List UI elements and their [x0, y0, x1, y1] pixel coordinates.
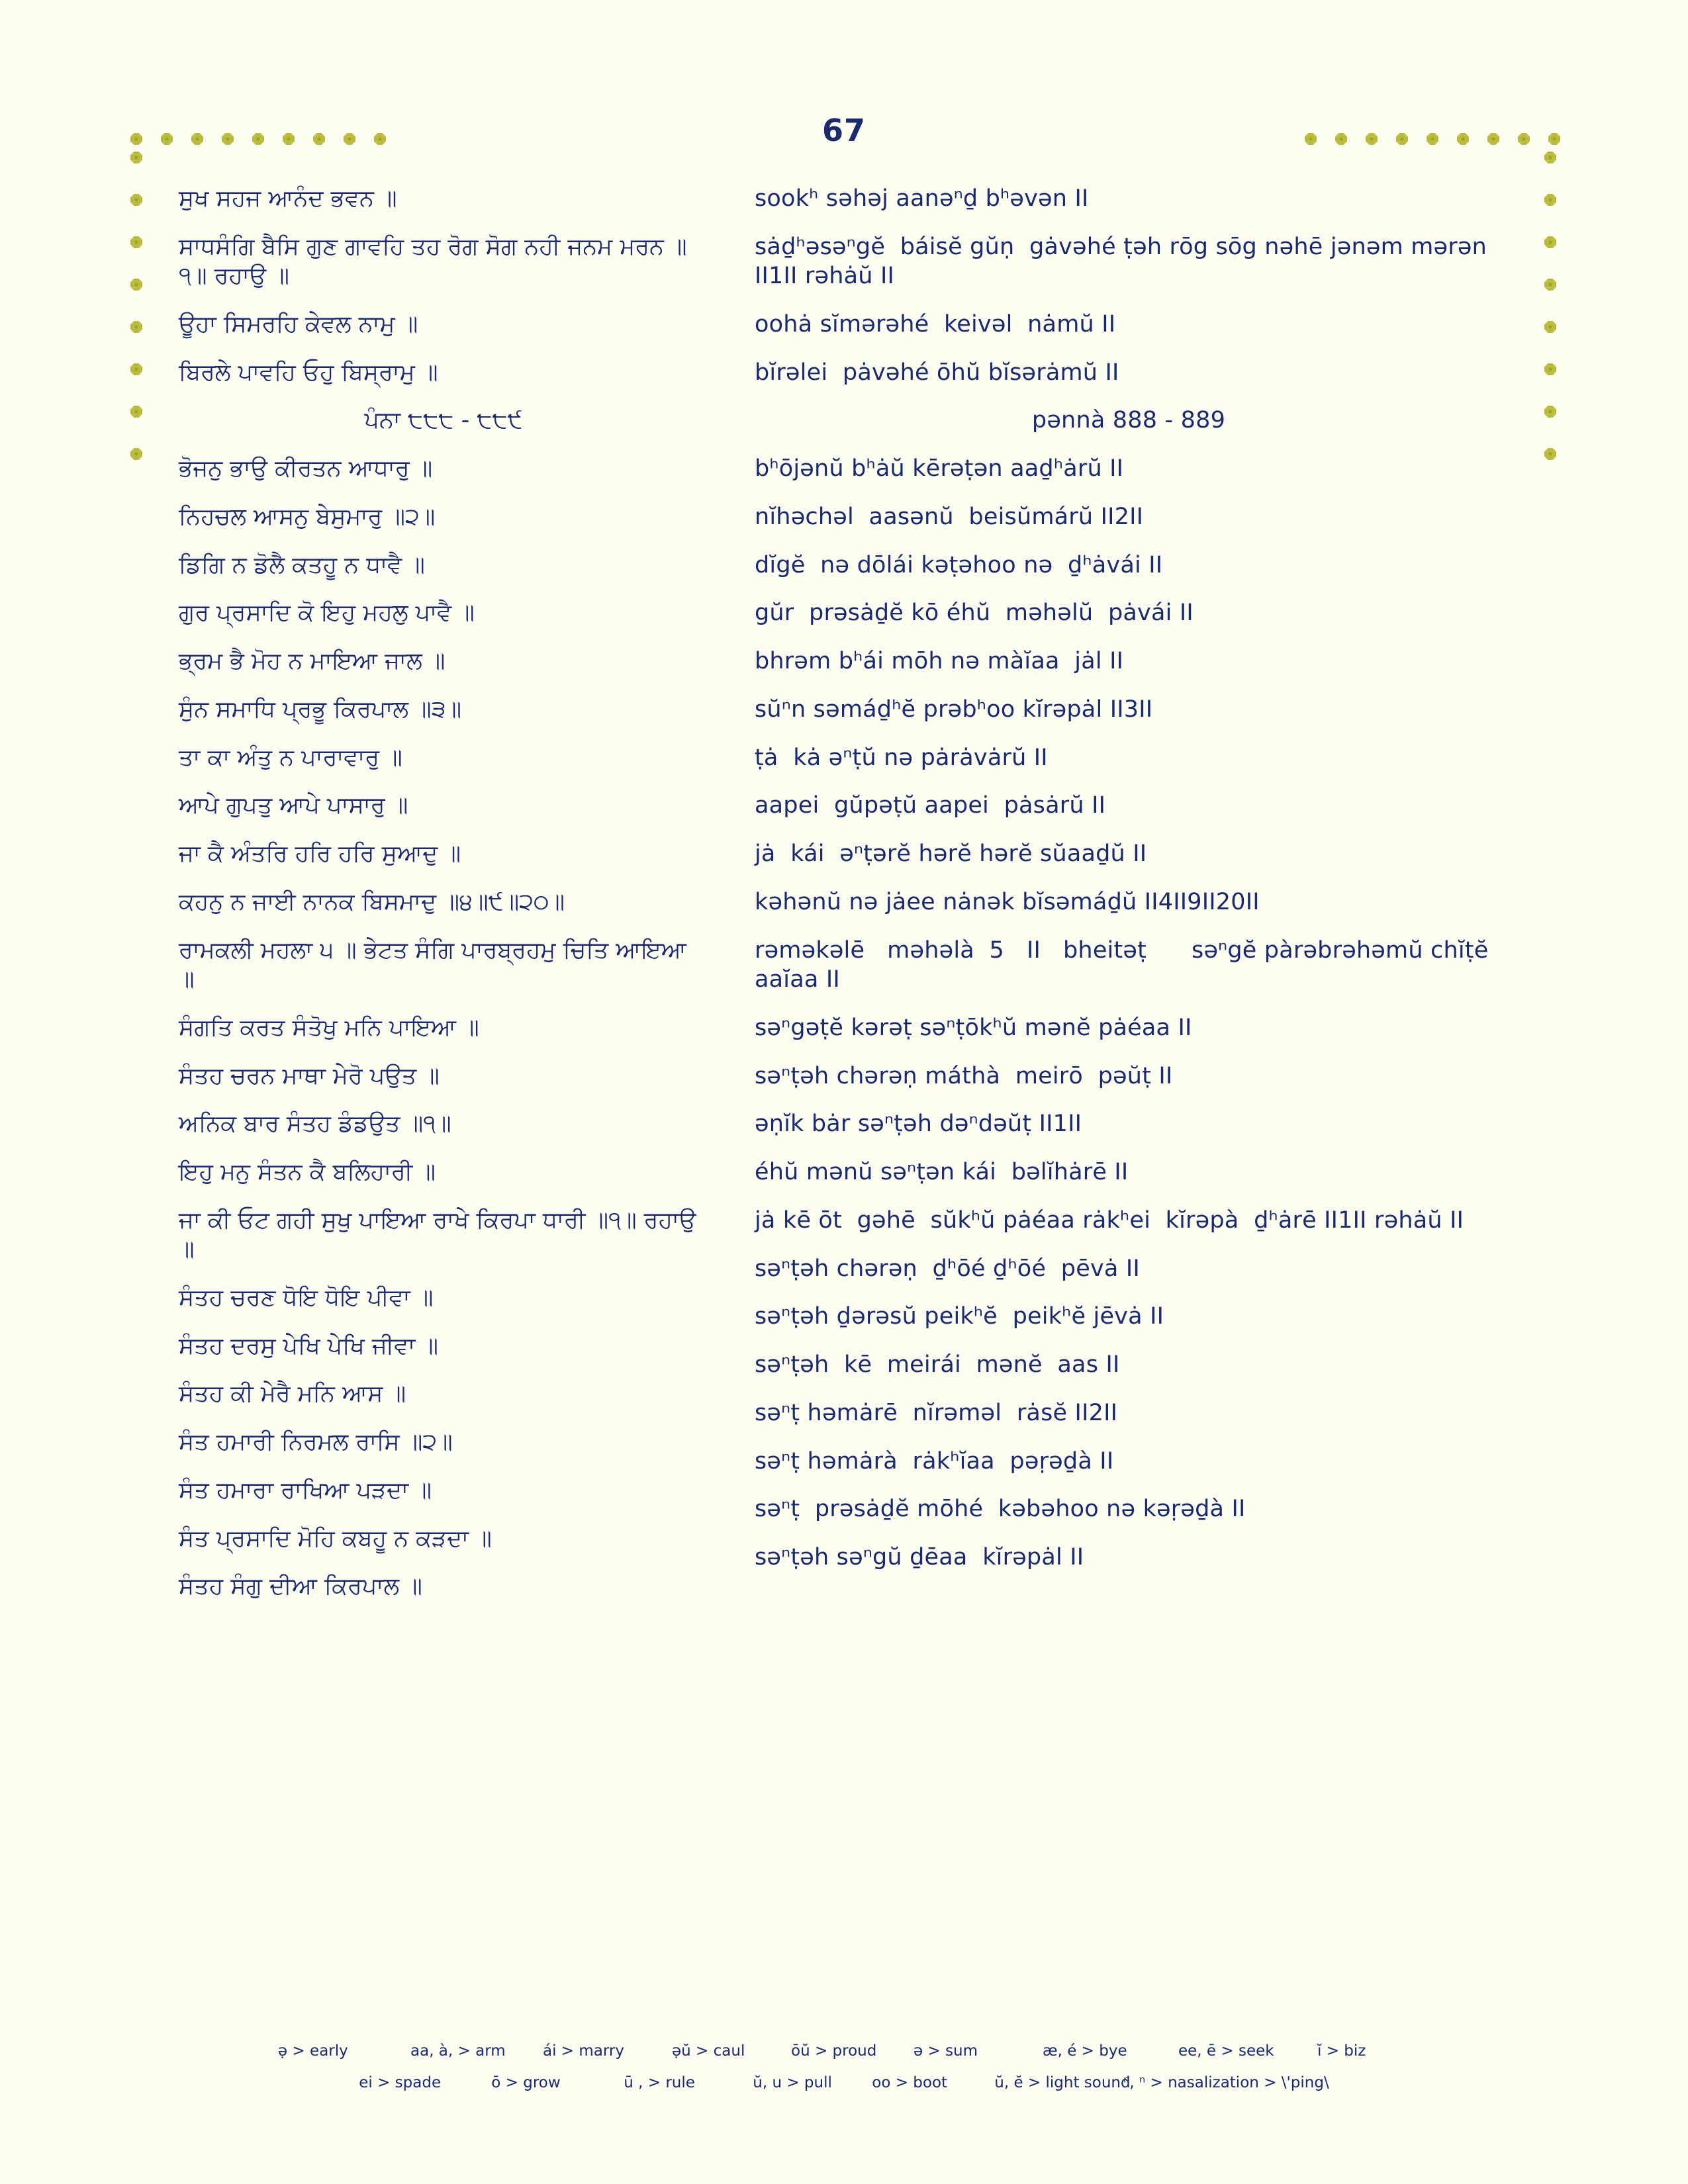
transliteration-column [755, 184, 1503, 1591]
transliteration-line: jȧ kái əⁿṭərĕ hərĕ hərĕ sŭaaḏŭ II [755, 841, 1147, 868]
transliteration-line: səⁿṭəh ḏərəsŭ peikʰĕ peikʰĕ jēvȧ II [755, 1303, 1164, 1330]
ornament-row-top-left [130, 132, 387, 146]
gurmukhi-line: ਜਾ ਕੈ ਅੰਤਰਿ ਹਰਿ ਹਰਿ ਸੁਆਦੁ ॥ [179, 841, 461, 868]
transliteration-line: səⁿṭəh chərəṇ ḏʰōé ḏʰōé pēvȧ II [755, 1255, 1140, 1282]
gurmukhi-line: ਸੰਤਹ ਚਰਨ ਮਾਥਾ ਮੇਰੋ ਪਉਤ ॥ [179, 1062, 440, 1089]
key-entry: ə > sum [914, 2042, 978, 2060]
transliteration-line: səⁿṭ həmȧrà rȧkʰĭaa pəṛəḏà II [755, 1447, 1114, 1475]
transliteration-line: nĭhəchəl aasənŭ beisŭmárŭ II2II [755, 503, 1144, 530]
key-entry: aa, à, > arm [410, 2042, 506, 2060]
key-entry: ōŭ > proud [791, 2042, 877, 2060]
gurmukhi-line: ਸੰਤ ਹਮਾਰਾ ਰਾਖਿਆ ਪੜਦਾ ॥ [179, 1477, 432, 1504]
gurmukhi-line: ਅਨਿਕ ਬਾਰ ਸੰਤਹ ਡੰਡਉਤ ॥੧॥ [179, 1111, 451, 1138]
flower-icon [1517, 132, 1530, 146]
transliteration-line: ṭȧ kȧ əⁿṭŭ nə pȧrȧvȧrŭ II [755, 744, 1048, 771]
gurmukhi-line: ਬਿਰਲੇ ਪਾਵਹਿ ਓਹੁ ਬਿਸ੍ਰਾਮੁ ॥ [179, 359, 438, 386]
key-entry: ái > marry [543, 2042, 624, 2060]
flower-icon [130, 151, 143, 164]
transliteration-line: səⁿgəṭĕ kərəṭ səⁿṭōkʰŭ mənĕ pȧéaa II [755, 1014, 1192, 1041]
flower-icon [373, 132, 387, 146]
gurmukhi-line: ਸਾਧਸੰਗਿ ਬੈਸਿ ਗੁਣ ਗਾਵਹਿ ਤਹ ਰੋਗ ਸੋਗ ਨਹੀ ਜਨਮ ਮਰਨ ॥੧॥ ਰਹਾਉ ॥ [179, 233, 687, 290]
key-entry: æ, é > bye [1043, 2042, 1127, 2060]
flower-icon [312, 132, 326, 146]
flower-icon [282, 132, 295, 146]
gurmukhi-line: ਭੋਜਨੁ ਭਾਉ ਕੀਰਤਨ ਆਧਾਰੁ ॥ [179, 455, 433, 482]
flower-icon [1426, 132, 1439, 146]
transliteration-line: bʰōjənŭ bʰȧŭ kērəṭən aaḏʰȧrŭ II [755, 455, 1124, 482]
transliteration-line: bhrəm bʰái mōh nə màĭaa jȧl II [755, 648, 1124, 675]
flower-icon [252, 132, 265, 146]
transliteration-line: bĭrəlei pȧvəhé ōhŭ bĭsərȧmŭ II [755, 359, 1119, 386]
flower-icon [1544, 236, 1557, 249]
transliteration-line: səⁿṭəh chərəṇ máthà meirō pəŭṭ II [755, 1062, 1173, 1089]
transliteration-line: éhŭ mənŭ səⁿṭən kái bəlĭhȧrē II [755, 1159, 1129, 1186]
ang-reference-gurmukhi: ਪੰਨਾ ੮੮੮ - ੮੮੯ [364, 407, 523, 434]
key-entry: ⁿ, ⁿ > nasalization > \'ping\ [1123, 2074, 1329, 2091]
key-entry: ə̣ŭ > caul [672, 2042, 745, 2060]
flower-icon [1544, 447, 1557, 461]
gurmukhi-line: ਸੰਗਤਿ ਕਰਤ ਸੰਤੋਖੁ ਮਨਿ ਪਾਇਆ ॥ [179, 1014, 479, 1041]
gurmukhi-line: ਭ੍ਰਮ ਭੈ ਮੋਹ ਨ ਮਾਇਆ ਜਾਲ ॥ [179, 648, 445, 675]
flower-icon [1544, 363, 1557, 376]
gurmukhi-line: ਗੁਰ ਪ੍ਰਸਾਦਿ ਕੋ ਇਹੁ ਮਹਲੁ ਪਾਵੈ ॥ [179, 600, 475, 627]
gurmukhi-line: ਸੰਤ ਹਮਾਰੀ ਨਿਰਮਲ ਰਾਸਿ ॥੨॥ [179, 1429, 453, 1456]
transliteration-line: səⁿṭ həmȧrē nĭrəməl rȧsĕ II2II [755, 1399, 1118, 1426]
transliteration-line: səⁿṭəh kē meirái mənĕ aas II [755, 1351, 1120, 1379]
key-entry: ei > spade [359, 2074, 442, 2091]
flower-icon [1304, 132, 1317, 146]
flower-icon [130, 405, 143, 418]
flower-icon [221, 132, 234, 146]
ornament-column-right [1544, 151, 1557, 461]
gurmukhi-line: ਡਿਗਿ ਨ ਡੋਲੈ ਕਤਹੂ ਨ ਧਾਵੈ ॥ [179, 551, 425, 578]
gurmukhi-line: ਕਹਨੁ ਨ ਜਾਈ ਨਾਨਕ ਬਿਸਮਾਦੁ ॥੪॥੯॥੨੦॥ [179, 888, 565, 915]
flower-icon [130, 363, 143, 376]
pronunciation-key [0, 2042, 1688, 2106]
gurmukhi-line: ਸੰਤਹ ਚਰਣ ਧੋਇ ਧੋਇ ਪੀਵਾ ॥ [179, 1284, 434, 1311]
gurmukhi-line: ਸੰਤ ਪ੍ਰਸਾਦਿ ਮੋਹਿ ਕਬਹੂ ਨ ਕੜਦਾ ॥ [179, 1525, 492, 1552]
transliteration-line: gŭr prəsȧḏĕ kō éhŭ məhəlŭ pȧvái II [755, 600, 1194, 627]
pronunciation-key-row-1 [0, 2042, 1688, 2060]
gurmukhi-line: ਸੰਤਹ ਦਰਸੁ ਪੇਖਿ ਪੇਖਿ ਜੀਵਾ ॥ [179, 1332, 438, 1359]
page-number: 67 [821, 113, 866, 148]
transliteration-line: səⁿṭəh səⁿgŭ ḏēaa kĭrəpȧl II [755, 1544, 1084, 1571]
gurmukhi-line: ਆਪੇ ਗੁਪਤੁ ਆਪੇ ਪਾਸਾਰੁ ॥ [179, 792, 408, 819]
transliteration-line: əṇĭk bȧr səⁿṭəh dəⁿdəŭṭ II1II [755, 1111, 1082, 1138]
key-entry: ō > grow [491, 2074, 561, 2091]
transliteration-line: dĭgĕ nə dōlái kəṭəhoo nə ḏʰȧvái II [755, 551, 1163, 578]
flower-icon [1548, 132, 1561, 146]
flower-icon [1395, 132, 1409, 146]
key-entry: ŭ, ĕ > light sound [994, 2074, 1131, 2091]
gurmukhi-line: ਸੁਖ ਸਹਜ ਆਨੰਦ ਭਵਨ ॥ [179, 185, 397, 212]
flower-icon [1544, 320, 1557, 334]
flower-icon [343, 132, 356, 146]
gurmukhi-line: ਸੰਤਹ ਸੰਗੁ ਦੀਆ ਕਿਰਪਾਲ ॥ [179, 1573, 422, 1600]
gurmukhi-line: ਊਹਾ ਸਿਮਰਹਿ ਕੇਵਲ ਨਾਮੁ ॥ [179, 310, 418, 338]
transliteration-line: sookʰ səhəj aanəⁿḏ bʰəvən II [755, 185, 1089, 212]
gurmukhi-line: ਜਾ ਕੀ ਓਟ ਗਹੀ ਸੁਖੁ ਪਾਇਆ ਰਾਖੇ ਕਿਰਪਾ ਧਾਰੀ ॥੧॥ ਰਹਾਉ ॥ [179, 1206, 704, 1263]
transliteration-line: sŭⁿn səmáḏʰĕ prəbʰoo kĭrəpȧl II3II [755, 696, 1153, 723]
ornament-column-left [130, 151, 143, 461]
gurmukhi-line: ਨਿਹਚਲ ਆਸਨੁ ਬੇਸੁਮਾਰੁ ॥੨॥ [179, 503, 436, 530]
flower-icon [1544, 405, 1557, 418]
transliteration-line: jȧ kē ōt gəhē sŭkʰŭ pȧéaa rȧkʰei kĭrəpà ḏʰȧrē II1II rəhȧŭ II [755, 1206, 1464, 1234]
flower-icon [1365, 132, 1378, 146]
key-entry: oo > boot [872, 2074, 948, 2091]
flower-icon [1487, 132, 1500, 146]
transliteration-line: rəməkəlē məhəlà 5 II bheitəṭ səⁿgĕ pàrəbrəhəmŭ chĭṭĕ aaĭaa II [755, 936, 1496, 993]
flower-icon [1456, 132, 1470, 146]
flower-icon [130, 320, 143, 334]
flower-icon [160, 132, 173, 146]
gurmukhi-line: ਇਹੁ ਮਨੁ ਸੰਤਨ ਕੈ ਬਲਿਹਾਰੀ ॥ [179, 1159, 436, 1186]
pronunciation-key-row-2 [0, 2074, 1688, 2091]
flower-icon [130, 278, 143, 291]
transliteration-line: oohȧ sĭmərəhé keivəl nȧmŭ II [755, 310, 1116, 338]
gurmukhi-line: ਸੁੰਨ ਸਮਾਧਿ ਪ੍ਰਭੂ ਕਿਰਪਾਲ ॥੩॥ [179, 696, 462, 723]
gurmukhi-line: ਤਾ ਕਾ ਅੰਤੁ ਨ ਪਾਰਾਵਾਰੁ ॥ [179, 744, 402, 771]
flower-icon [130, 447, 143, 461]
gurmukhi-line: ਸੰਤਹ ਕੀ ਮੇਰੈ ਮਨਿ ਆਸ ॥ [179, 1381, 406, 1408]
flower-icon [130, 236, 143, 249]
flower-icon [130, 193, 143, 206]
transliteration-line: səⁿṭ prəsȧḏĕ mōhé kəbəhoo nə kəṛəḏà II [755, 1496, 1246, 1523]
flower-icon [1335, 132, 1348, 146]
key-entry: ū , > rule [624, 2074, 695, 2091]
key-entry: ee, ē > seek [1178, 2042, 1274, 2060]
gurmukhi-column [179, 184, 708, 1620]
flower-icon [1544, 278, 1557, 291]
flower-icon [191, 132, 204, 146]
transliteration-line: sȧḏʰəsəⁿgĕ báisĕ gŭṇ gȧvəhé ṭəh rōg sōg nəhē jənəm mərən II1II rəhȧŭ II [755, 233, 1495, 290]
key-entry: ŭ, u > pull [753, 2074, 832, 2091]
key-entry: ə̣ > early [278, 2042, 348, 2060]
transliteration-line: kəhənŭ nə jȧee nȧnək bĭsəmáḏŭ II4II9II20II [755, 888, 1260, 915]
key-entry: ĭ > biz [1317, 2042, 1366, 2060]
flower-icon [1544, 193, 1557, 206]
flower-icon [130, 132, 143, 146]
gurmukhi-line: ਰਾਮਕਲੀ ਮਹਲਾ ੫ ॥ ਭੇਟਤ ਸੰਗਿ ਪਾਰਬ੍ਰਹਮੁ ਚਿਤਿ ਆਇਆ ॥ [179, 936, 694, 993]
transliteration-line: aapei gŭpəṭŭ aapei pȧsȧrŭ II [755, 792, 1106, 819]
ang-reference-transliteration: pənnà 888 - 889 [1031, 407, 1226, 434]
ornament-row-top-right [1304, 132, 1561, 146]
flower-icon [1544, 151, 1557, 164]
